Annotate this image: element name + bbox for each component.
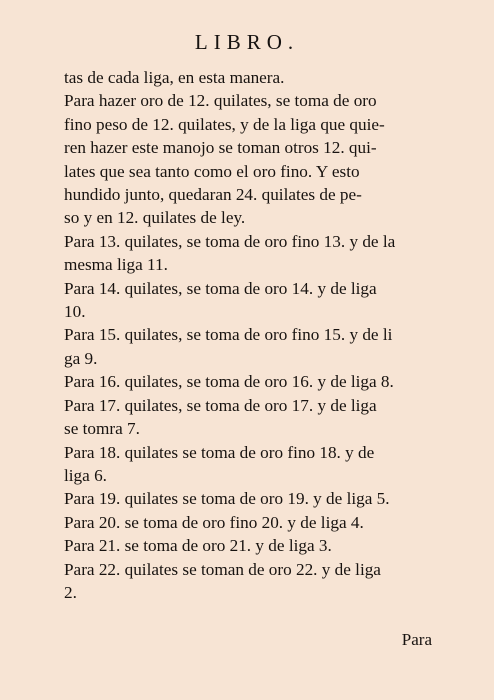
body-text [64,66,436,604]
text-line: lates que sea tanto como el oro fino. Y esto [64,161,360,181]
running-head: LIBRO. [194,30,300,54]
text-line: hundido junto, quedaran 24. quilates de pe- [64,185,362,205]
text-line: mesma liga 11. [64,255,168,275]
text-line: Para 17. quilates, se toma de oro 17. y de liga [64,395,377,415]
text-line: so y en 12. quilates de ley. [64,208,246,228]
text-line: Para 22. quilates se toman de oro 22. y de liga [64,559,381,579]
text-line: Para 18. quilates se toma de oro fino 18. y de [64,442,375,462]
text-line: ga 9. [64,348,98,368]
text-line: 2. [64,582,77,602]
text-line: Para 13. quilates, se toma de oro fino 13. y de la [64,231,396,251]
text-line: Para hazer oro de 12. quilates, se toma de oro [64,91,377,111]
catchword: Para [401,630,432,649]
text-line: liga 6. [64,465,107,485]
text-line: Para 20. se toma de oro fino 20. y de liga 4. [64,512,364,532]
text-line: 10. [64,302,86,322]
text-line: Para 15. quilates, se toma de oro fino 15. y de li [64,325,393,345]
text-line: Para 19. quilates se toma de oro 19. y de liga 5. [64,489,390,509]
text-line: Para 14. quilates, se toma de oro 14. y de liga [64,278,377,298]
text-line: fino peso de 12. quilates, y de la liga que quie- [64,114,385,134]
text-line: ren hazer este manojo se toman otros 12. qui- [64,138,377,158]
text-line: Para 21. se toma de oro 21. y de liga 3. [64,536,332,556]
text-line: tas de cada liga, en esta manera. [64,68,285,87]
text-line: Para 16. quilates, se toma de oro 16. y de liga 8. [64,372,394,392]
text-line: se tomra 7. [64,419,140,439]
